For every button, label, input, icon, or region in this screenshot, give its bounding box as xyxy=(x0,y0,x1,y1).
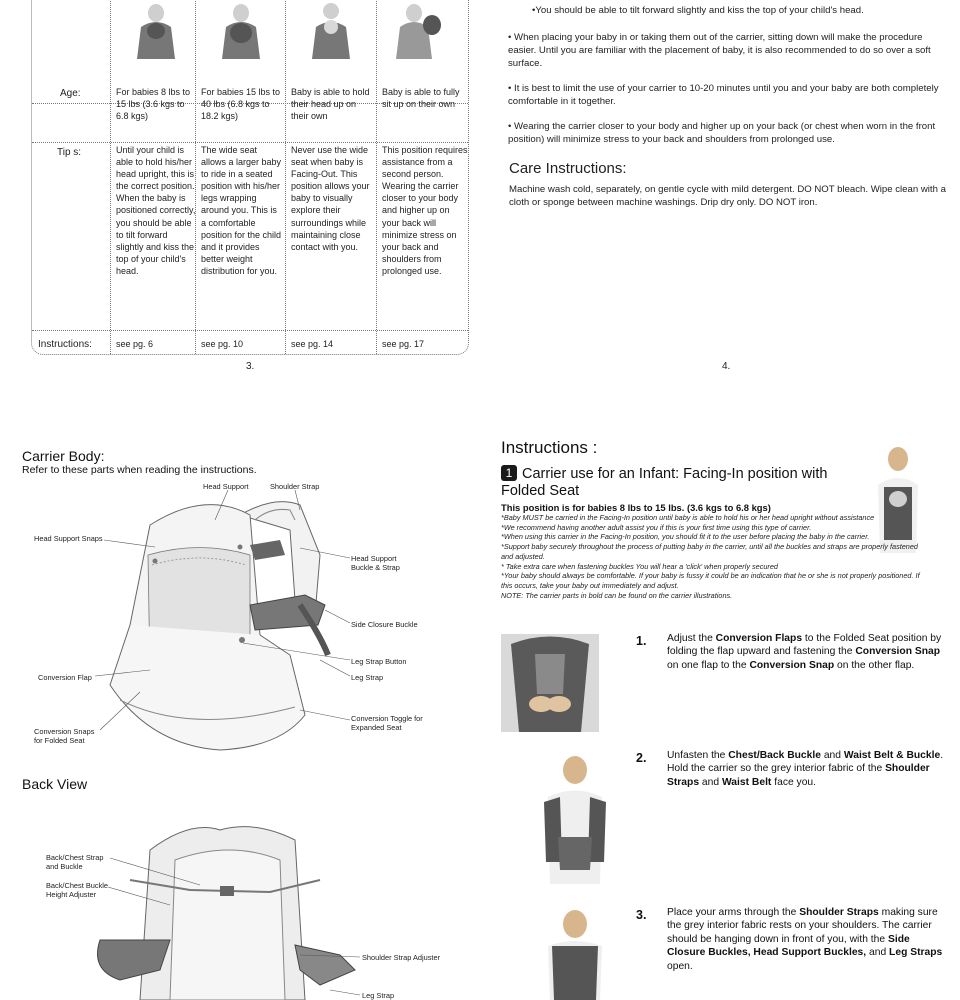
care-heading: Care Instructions: xyxy=(509,160,627,177)
step-1-photo xyxy=(501,634,599,732)
page-ref: see pg. 6 xyxy=(116,339,154,349)
bullet-closer: • Wearing the carrier closer to your body and higher up on your back (or chest when worn in the front position) will minimize stress to your back and shoulders from prolonged use. xyxy=(508,121,936,145)
page-number-left: 3. xyxy=(246,361,255,372)
label-back-chest-buckle: Back/Chest Buckle Height Adjuster xyxy=(46,881,109,899)
step-2-text xyxy=(667,749,947,789)
note-item: *Baby MUST be carried in the Facing-In position until baby is able to hold his or her head upright without assistance xyxy=(501,513,875,522)
page-number-right: 4. xyxy=(722,361,731,372)
position-photo-facing-out xyxy=(302,3,360,59)
tip-cell: This position requires assistance from a second person. Wearing the carrier closer to your body and higher up on your back will minimize stress on your back and shoulders from prolonged use. xyxy=(382,145,468,276)
label-conversion-flap: Conversion Flap xyxy=(38,673,92,682)
step-number-badge: 1 xyxy=(501,465,517,481)
instructions-title: Instructions : xyxy=(501,438,598,457)
step-3-number: 3. xyxy=(636,908,647,922)
age-cell: Baby is able to hold their head up on their own xyxy=(291,87,370,122)
page-ref: see pg. 10 xyxy=(201,339,244,349)
label-back-leg-strap: Leg Strap xyxy=(362,991,395,1000)
label-side-closure-buckle: Side Closure Buckle xyxy=(351,620,418,629)
step-3-text xyxy=(667,906,947,973)
carrier-body-subheading: Refer to these parts when reading the instructions. xyxy=(22,464,257,476)
bullet-sitting: • When placing your baby in or taking them out of the carrier, sitting down will make the procedure easier. Until you are familiar with the placement of baby, it is also recommended to do so over a soft surface. xyxy=(508,32,931,69)
label-leg-strap: Leg Strap xyxy=(351,673,384,682)
note-item: *When using this carrier in the Facing-In position, you should fit it to the user before placing the baby in the carrier. xyxy=(501,532,870,542)
position-photo-infant xyxy=(127,3,185,59)
age-label: Age: xyxy=(60,88,81,99)
kiss-tip: •You should be able to tilt forward slightly and kiss the top of your child's head. xyxy=(532,5,864,16)
step-heading xyxy=(501,465,861,500)
position-photo-back-carry xyxy=(388,3,446,59)
callout-leader-lines xyxy=(0,470,470,760)
label-back-chest-strap: Back/Chest Strap and Buckle xyxy=(46,853,104,871)
step-title-text: Carrier use for an Infant: Facing-In position with Folded Seat xyxy=(501,466,828,499)
step-2-photo xyxy=(530,752,620,884)
note-item: *We recommend having another adult assist you if this is your first time using this type of carrier. xyxy=(501,522,812,532)
page-ref: see pg. 17 xyxy=(382,339,425,349)
notes-list xyxy=(501,513,931,600)
position-photo-wide-seat xyxy=(212,3,270,59)
bullet-time-limit: • It is best to limit the use of your carrier to 10-20 minutes until you and your baby are both completely comfortable in it together. xyxy=(508,83,939,107)
carrier-body-heading: Carrier Body: xyxy=(22,448,105,464)
back-leader-lines xyxy=(0,840,470,1000)
step-1-text-content: Adjust the Conversion Flaps to the Folded Seat position by folding the flap upward and fastening the Conversion Snap on one flap to the Conversion Snap on the other flap. xyxy=(667,633,942,671)
tip-cell: Never use the wide seat when baby is Facing-Out. This position allows your baby to visually explore their surroundings while maintaining close contact with you. xyxy=(291,145,370,252)
positions-table xyxy=(31,0,469,355)
care-text: Machine wash cold, separately, on gentle cycle with mild detergent. DO NOT bleach. Wipe clean with a cloth or sponge between machine washings. Drip dry only. DO NOT iron. xyxy=(509,184,946,208)
step-2-text-content: Unfasten the Chest/Back Buckle and Waist Belt & Buckle. Hold the carrier so the grey interior fabric of the Shoulder Straps and Waist Belt face you. xyxy=(667,750,944,788)
label-conversion-snaps: Conversion Snaps for Folded Seat xyxy=(34,727,95,745)
label-head-support-snaps: Head Support Snaps xyxy=(34,534,103,543)
note-item: NOTE: The carrier parts in bold can be found on the carrier illustrations. xyxy=(501,590,733,600)
tip-cell: The wide seat allows a larger baby to ride in a seated position with his/her legs wrapping around you. This is a comfortable position for the child and it provides better weight distribution for you. xyxy=(201,145,282,276)
label-shoulder-strap-adjuster: Shoulder Strap Adjuster xyxy=(362,953,441,962)
label-head-support-buckle: Head Support Buckle & Strap xyxy=(351,554,400,572)
label-leg-strap-button: Leg Strap Button xyxy=(351,657,407,666)
tip-cell: Until your child is able to hold his/her head upright, this is the correct position. When the baby is positioned correctly, you should be able to tilt forward slightly and kiss the top of your child's head. xyxy=(116,145,196,276)
label-conversion-toggle: Conversion Toggle for Expanded Seat xyxy=(351,714,423,732)
step-3-photo xyxy=(530,906,620,1000)
age-cell: For babies 15 lbs to 40 lbs (6.8 kgs to 18.2 kgs) xyxy=(201,87,281,122)
tips-label: Tip s: xyxy=(57,147,82,158)
age-cell: Baby is able to fully sit up on their own xyxy=(382,87,460,110)
position-note: This position is for babies 8 lbs to 15 lbs. (3.6 kgs to 6.8 kgs) xyxy=(501,502,771,513)
label-shoulder-strap: Shoulder Strap xyxy=(270,482,320,491)
instructions-label: Instructions: xyxy=(38,339,92,350)
note-item: *Your baby should always be comfortable. If your baby is fussy it could be an indication that he or she is not properly positioned. If this occurs, take your baby out immediately and adjust. xyxy=(501,571,920,590)
age-cell: For babies 8 lbs to 15 lbs (3.6 kgs to 6.8 kgs) xyxy=(116,87,191,122)
note-item: * Take extra care when fastening buckles You will hear a 'click' when properly secured xyxy=(501,561,778,571)
step-2-number: 2. xyxy=(636,751,647,765)
step-1-text xyxy=(667,632,947,672)
back-view-heading: Back View xyxy=(22,776,88,792)
step-3-text-content: Place your arms through the Shoulder Straps making sure the grey interior fabric rests on your shoulders. The carrier should be hanging down in front of you, with the Side Closure Buckles, Head Support Buckles, and Leg Straps open. xyxy=(667,907,943,972)
note-item: *Support baby securely throughout the process of putting baby in the carrier, until all the buckles and straps are properly fastened and adjusted. xyxy=(501,542,918,561)
step-1-number: 1. xyxy=(636,634,647,648)
label-head-support: Head Support xyxy=(203,482,249,491)
page-ref: see pg. 14 xyxy=(291,339,334,349)
